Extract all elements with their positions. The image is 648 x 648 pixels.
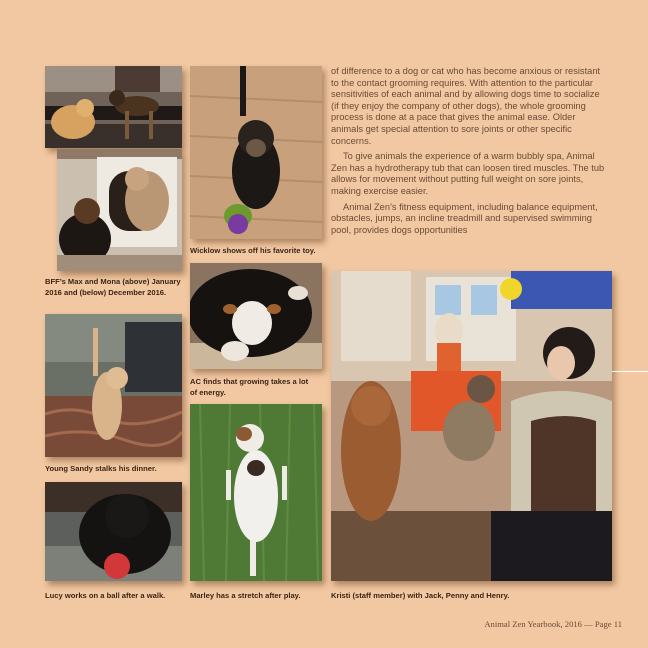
page-footer: Animal Zen Yearbook, 2016 — Page 11 bbox=[484, 619, 622, 629]
caption-ac: AC finds that growing takes a lot of energy. bbox=[190, 377, 309, 397]
caption-marley: Marley has a stretch after play. bbox=[190, 591, 301, 600]
caption-max-mona: BFF’s Max and Mona (above) January 2016 and (below) December 2016. bbox=[45, 277, 181, 297]
article-body bbox=[331, 66, 609, 236]
photo-max-mona-january bbox=[45, 66, 182, 148]
article-paragraph: Animal Zen’s fitness equipment, including balance equipment, obstacles, jumps, an incline treadmill and supervised swimming pool, provides dogs opportunities bbox=[331, 201, 598, 235]
caption-lucy: Lucy works on a ball after a walk. bbox=[45, 591, 166, 600]
photo-marley bbox=[190, 404, 322, 581]
margin-rule bbox=[612, 371, 648, 372]
caption-sandy: Young Sandy stalks his dinner. bbox=[45, 464, 157, 473]
photo-kristi-jack-penny-henry bbox=[331, 271, 612, 581]
photo-sandy bbox=[45, 314, 182, 457]
caption-wicklow: Wicklow shows off his favorite toy. bbox=[190, 246, 316, 255]
caption-kristi: Kristi (staff member) with Jack, Penny and Henry. bbox=[331, 591, 510, 600]
photo-ac bbox=[190, 263, 322, 369]
photo-max-mona-december bbox=[57, 149, 182, 271]
photo-lucy bbox=[45, 482, 182, 581]
photo-wicklow bbox=[190, 66, 322, 239]
article-paragraph: of difference to a dog or cat who has become anxious or resistant to the contact grooming requires. With attention to the particular sensitivities of each animal and by allowing dogs time to socialize (if they enjoy the company of other dogs), the whole grooming process is done at a pace that gives the animal ease. Older animals get special attention to sore joints or other specific concerns. bbox=[331, 66, 601, 146]
article-paragraph: To give animals the experience of a warm bubbly spa, Animal Zen has a hydrotherapy tub that can loosen tired muscles. The tub allows for movement without putting full weight on sore joints, making exercise easier. bbox=[331, 151, 605, 196]
